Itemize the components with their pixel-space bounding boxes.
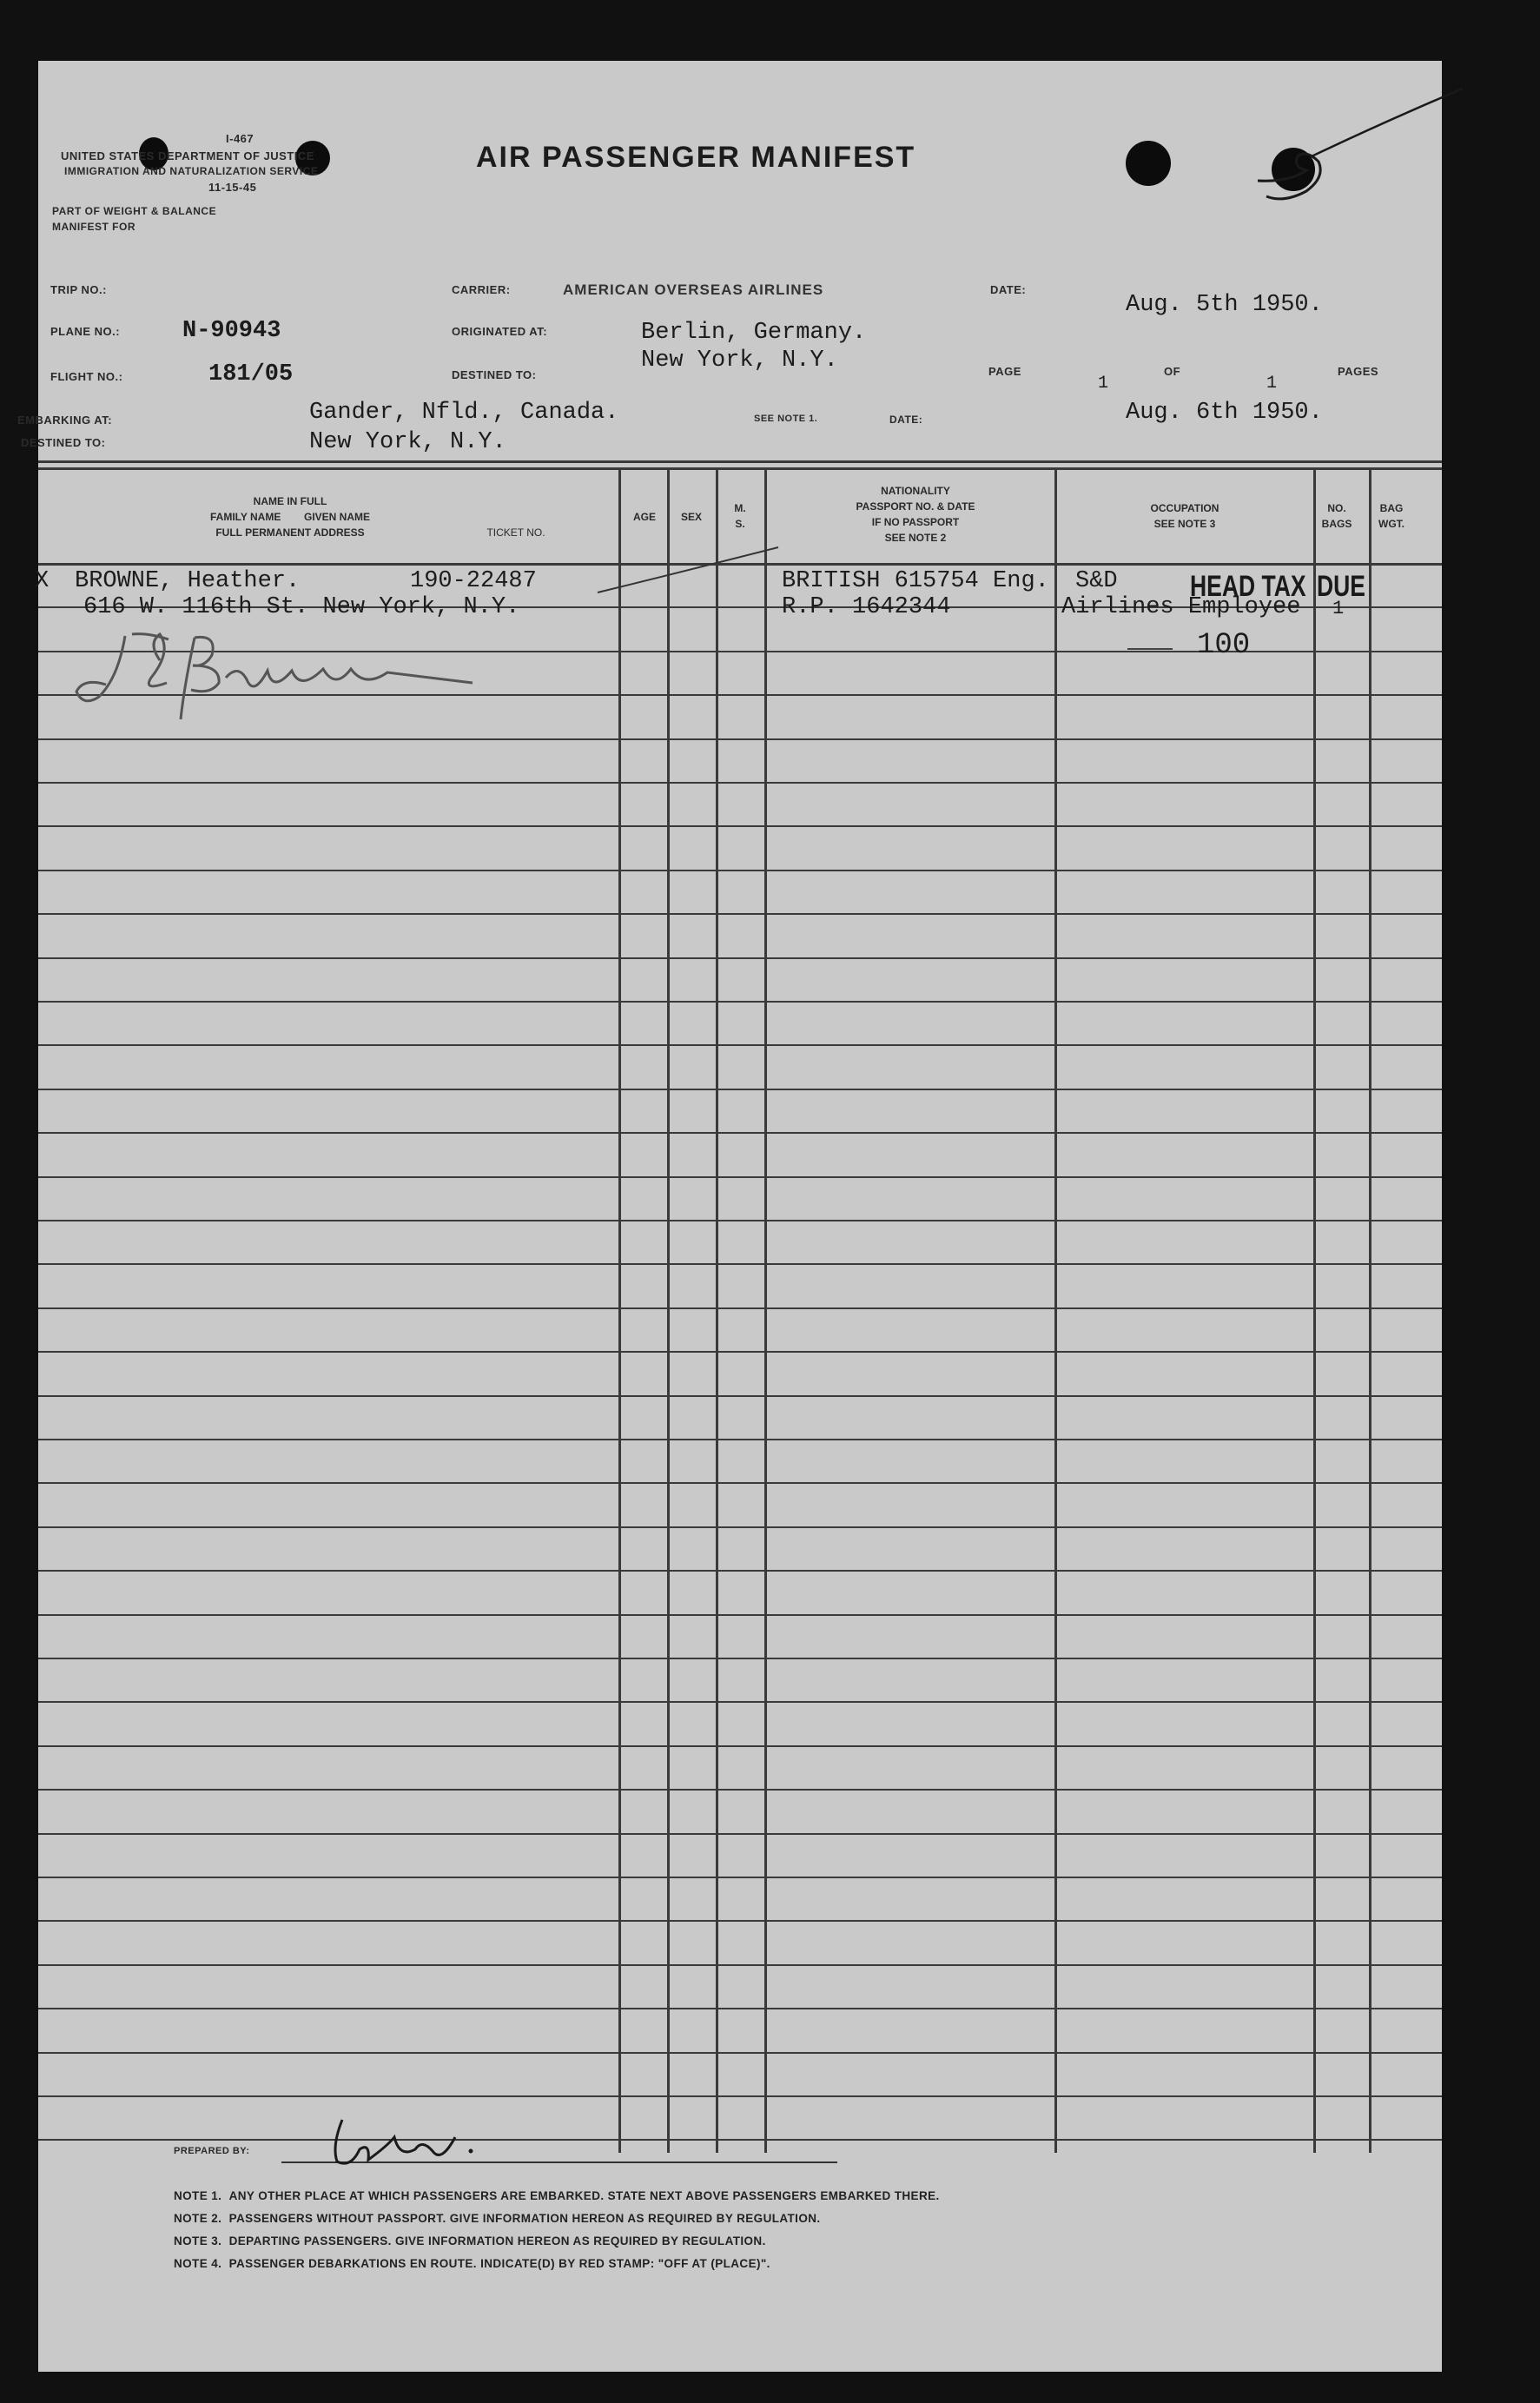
table-row-rule — [38, 2139, 1442, 2141]
prepared-by-label: PREPARED BY: — [174, 2146, 250, 2156]
weight-balance-line1: PART OF WEIGHT & BALANCE — [52, 205, 217, 217]
amount-dash — [1127, 648, 1173, 650]
destined-to-value: New York, N.Y. — [641, 348, 838, 374]
destined-to-label: DESTINED TO: — [452, 368, 537, 381]
col-header-name: NAME IN FULL FAMILY NAME GIVEN NAME FULL PERMANENT ADDRESS — [209, 495, 371, 539]
originated-at-label: ORIGINATED AT: — [452, 325, 548, 338]
table-row-rule — [38, 1176, 1442, 1178]
table-row-rule — [38, 738, 1442, 740]
table-row-rule — [38, 782, 1442, 784]
destined-to-left-value: New York, N.Y. — [309, 429, 506, 455]
passenger-occupation: Airlines Employee — [1061, 594, 1301, 620]
col-header-bag-wgt: BAG WGT. — [1378, 502, 1405, 530]
table-row-rule — [38, 1570, 1442, 1572]
column-divider — [716, 467, 718, 2153]
flight-no-value: 181/05 — [208, 361, 294, 387]
col-header-bags: NO. BAGS — [1321, 502, 1352, 530]
table-row-rule — [38, 1877, 1442, 1878]
page-label: PAGE — [988, 365, 1021, 378]
plane-no-label: PLANE NO.: — [50, 325, 121, 338]
column-divider — [1369, 467, 1371, 2153]
table-row-rule — [38, 1132, 1442, 1134]
table-row-rule — [38, 1964, 1442, 1966]
table-row-rule — [38, 1745, 1442, 1747]
passenger-amount: 100 — [1197, 629, 1251, 662]
footer-note: NOTE 2. PASSENGERS WITHOUT PASSPORT. GIVE INFORMATION HEREON AS REQUIRED BY REGULATION. — [174, 2212, 821, 2225]
preparer-initials — [325, 2111, 481, 2172]
passenger-name: BROWNE, Heather. — [75, 568, 301, 594]
table-row-rule — [38, 1307, 1442, 1309]
table-row-rule — [38, 1044, 1442, 1046]
column-divider — [618, 467, 621, 2153]
manifest-sheet — [17, 61, 1442, 2372]
passenger-passport: R.P. 1642344 — [782, 594, 951, 620]
officer-signature — [64, 617, 481, 730]
table-row-rule — [38, 1833, 1442, 1835]
table-row-rule — [38, 1701, 1442, 1703]
table-row-rule — [38, 2095, 1442, 2097]
originated-at-value: Berlin, Germany. — [641, 320, 867, 346]
see-note-label: SEE NOTE 1. — [754, 414, 818, 424]
passenger-mark: X — [35, 568, 50, 594]
weight-balance-line2: MANIFEST FOR — [52, 221, 135, 233]
table-row-rule — [38, 1220, 1442, 1221]
of-label: OF — [1164, 365, 1181, 378]
col-header-ms: M. S. — [734, 502, 746, 530]
passenger-address: 616 W. 116th St. New York, N.Y. — [83, 594, 520, 620]
table-row-rule — [38, 870, 1442, 871]
table-row-rule — [38, 1789, 1442, 1791]
date-label: DATE: — [990, 283, 1027, 296]
carrier-value: AMERICAN OVERSEAS AIRLINES — [563, 281, 824, 298]
column-divider — [667, 467, 670, 2153]
table-row-rule — [38, 1001, 1442, 1003]
carrier-label: CARRIER: — [452, 283, 511, 296]
col-header-age: AGE — [632, 511, 656, 523]
embarking-at-label: EMBARKING AT: — [17, 414, 113, 427]
embark-date-value: Aug. 6th 1950. — [1126, 400, 1323, 426]
plane-no-value: N-90943 — [182, 318, 281, 344]
footer-note: NOTE 3. DEPARTING PASSENGERS. GIVE INFORMATION HEREON AS REQUIRED BY REGULATION. — [174, 2234, 766, 2247]
col-header-sex: SEX — [680, 511, 702, 523]
table-row-rule — [38, 913, 1442, 915]
table-top-rule — [38, 460, 1442, 463]
head-tax-stamp: HEAD TAX — [1190, 570, 1306, 603]
edition: 11-15-45 — [208, 181, 257, 194]
passenger-bags: 1 — [1332, 598, 1345, 619]
date2-label: DATE: — [889, 414, 923, 426]
passenger-occupation-code: S&D — [1075, 568, 1118, 594]
col-header-occupation: OCCUPATION SEE NOTE 3 — [1150, 502, 1219, 530]
table-row-rule — [38, 1482, 1442, 1484]
form-number: I-467 — [226, 132, 254, 145]
table-row-rule — [38, 1089, 1442, 1090]
table-row-rule — [38, 1351, 1442, 1353]
column-divider — [1054, 467, 1057, 2153]
punch-hole — [1126, 141, 1171, 186]
table-row-rule — [38, 1614, 1442, 1616]
table-row-rule — [38, 1263, 1442, 1265]
passenger-ticket: 190-22487 — [410, 568, 537, 594]
department: UNITED STATES DEPARTMENT OF JUSTICE — [61, 149, 314, 162]
table-row-rule — [38, 825, 1442, 827]
destined-to-left-label: DESTINED TO: — [21, 436, 106, 449]
table-row-rule — [38, 957, 1442, 959]
of-value: 1 — [1266, 374, 1278, 394]
table-row-rule — [38, 1658, 1442, 1659]
table-row-rule — [38, 2008, 1442, 2009]
flight-no-label: FLIGHT NO.: — [50, 370, 123, 383]
footer-note: NOTE 4. PASSENGER DEBARKATIONS EN ROUTE. INDICATE(D) BY RED STAMP: "OFF AT (PLACE)". — [174, 2257, 770, 2270]
col-header-ticket: TICKET NO. — [486, 526, 545, 539]
table-row-rule — [38, 1439, 1442, 1440]
table-row-rule — [38, 1395, 1442, 1397]
due-stamp: DUE — [1317, 570, 1366, 603]
table-row-rule — [38, 2052, 1442, 2054]
column-divider — [1313, 467, 1316, 2153]
table-top-rule — [38, 467, 1442, 470]
service: IMMIGRATION AND NATURALIZATION SERVICE — [64, 165, 319, 177]
trip-no-label: TRIP NO.: — [50, 283, 107, 296]
strike-mark — [594, 544, 785, 596]
table-row-rule — [38, 1526, 1442, 1528]
page-title: AIR PASSENGER MANIFEST — [476, 141, 916, 174]
footer-note: NOTE 1. ANY OTHER PLACE AT WHICH PASSENGERS ARE EMBARKED. STATE NEXT ABOVE PASSENGERS EMBARKED THERE. — [174, 2189, 940, 2202]
handwritten-page-mark — [1254, 87, 1480, 209]
col-header-nationality: NATIONALITY PASSPORT NO. & DATE IF NO PASSPORT SEE NOTE 2 — [856, 485, 975, 544]
embarking-at-value: Gander, Nfld., Canada. — [309, 400, 619, 426]
table-row-rule — [38, 1920, 1442, 1922]
passenger-nationality: BRITISH 615754 Eng. — [782, 568, 1049, 594]
date-value: Aug. 5th 1950. — [1126, 292, 1323, 318]
pages-label: PAGES — [1338, 365, 1379, 378]
page-value: 1 — [1098, 374, 1109, 394]
column-divider — [764, 467, 767, 2153]
